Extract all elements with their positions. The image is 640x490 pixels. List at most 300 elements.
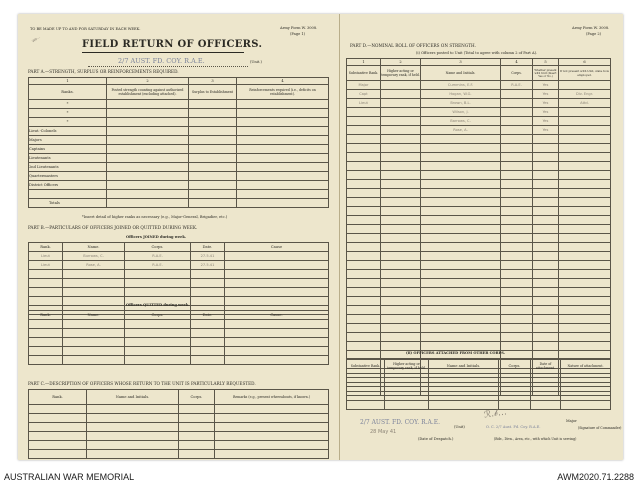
table-cell [559, 279, 611, 288]
roll-head: Higher acting or temporary rank, if held. [381, 66, 421, 81]
table-cell [189, 199, 237, 208]
table-cell [501, 261, 533, 270]
nominal-roll-table [346, 58, 611, 396]
table-cell [125, 356, 191, 365]
joined-heading: Officers JOINED during week. [126, 235, 187, 239]
table-cell [347, 225, 381, 234]
form-sheet [18, 14, 623, 460]
table-cell [501, 252, 533, 261]
table-cell [189, 109, 237, 118]
table-cell [385, 383, 429, 392]
rank-cell: * [29, 100, 107, 109]
roll-corps [501, 90, 533, 99]
roll-corps [501, 117, 533, 126]
table-cell [29, 356, 63, 365]
table-cell [107, 172, 189, 181]
commander-signature: ℛ.𝒷… [483, 407, 508, 421]
rank-cell: Lieut.-Colonels [29, 127, 107, 136]
roll-name: Rose, A. [421, 126, 501, 135]
table-cell [381, 198, 421, 207]
attached-head: Corps. [499, 359, 531, 374]
roll-rank: Capt [347, 90, 381, 99]
table-cell [347, 135, 381, 144]
table-cell [189, 181, 237, 190]
table-cell [421, 153, 501, 162]
table-cell [421, 144, 501, 153]
table-cell [191, 356, 225, 365]
part-a-footnote: *Insert detail of higher ranks as necessary (e.g., Major-General, Brigadier, etc.) [82, 215, 228, 219]
attached-head: Nature of attachment. [561, 359, 611, 374]
table-cell [237, 190, 329, 199]
table-cell [501, 216, 533, 225]
table-cell [29, 405, 87, 414]
table-cell [385, 392, 429, 401]
table-cell [189, 163, 237, 172]
table-cell [381, 297, 421, 306]
table-cell [421, 189, 501, 198]
part-a-head-posted: Posted strength counting against authorized establishment (excluding attached). [107, 85, 189, 100]
rank-cell: * [29, 109, 107, 118]
roll-acting [381, 90, 421, 99]
page-number: (Page 1) [290, 32, 306, 36]
table-cell [533, 324, 559, 333]
table-cell [107, 154, 189, 163]
roll-present: Yes [533, 108, 559, 117]
table-cell [87, 414, 179, 423]
unit-line [88, 66, 248, 67]
table-cell [421, 225, 501, 234]
table-cell [63, 329, 125, 338]
roll-corps [501, 126, 533, 135]
table-cell [533, 207, 559, 216]
table-cell [559, 333, 611, 342]
joined-rank: Lieut [29, 252, 63, 261]
table-cell [63, 320, 125, 329]
table-cell [179, 432, 215, 441]
table-cell [29, 270, 63, 279]
table-cell [429, 374, 499, 383]
table-cell [499, 383, 531, 392]
roll-employed [559, 81, 611, 90]
table-cell [421, 180, 501, 189]
table-cell [381, 225, 421, 234]
table-cell [107, 127, 189, 136]
army-form-label: Army Form W. 3008. [280, 26, 318, 30]
table-cell [189, 127, 237, 136]
table-cell [179, 450, 215, 459]
signature-appointment: O. C. 2/7 Aust. Fd. Coy. R.A.E. [486, 425, 541, 429]
table-cell [107, 100, 189, 109]
table-cell [533, 342, 559, 351]
roll-present: Yes [533, 117, 559, 126]
table-cell [107, 145, 189, 154]
table-cell [347, 207, 381, 216]
table-cell [533, 270, 559, 279]
title-underline [82, 52, 244, 53]
page-fold [339, 14, 340, 460]
table-cell [381, 135, 421, 144]
table-cell [237, 100, 329, 109]
table-cell [381, 207, 421, 216]
col-head: Remarks (e.g., present whereabouts, if known.) [215, 390, 329, 405]
table-cell [501, 225, 533, 234]
table-cell [561, 401, 611, 410]
table-cell [191, 329, 225, 338]
col-head: Name. [63, 243, 125, 252]
attached-heading: (ii) OFFICERS ATTACHED FROM OTHER CORPS. [406, 351, 505, 355]
attached-head: Date of attachment. [531, 359, 561, 374]
table-cell [559, 297, 611, 306]
table-cell [559, 243, 611, 252]
table-cell [191, 279, 225, 288]
part-a-col-num: 1 [29, 78, 107, 85]
table-cell [191, 297, 225, 306]
roll-col-num: 6 [559, 59, 611, 66]
table-cell [29, 320, 63, 329]
table-cell [559, 225, 611, 234]
col-head: Cause [225, 243, 329, 252]
joined-cause [225, 252, 329, 261]
table-cell [501, 180, 533, 189]
table-cell [237, 136, 329, 145]
part-b-title: PART B.—PARTICULARS OF OFFICERS JOINED OR QUITTED DURING WEEK. [28, 225, 198, 230]
table-cell [215, 423, 329, 432]
col-head: Rank. [29, 390, 87, 405]
table-cell [501, 207, 533, 216]
table-cell [429, 401, 499, 410]
table-cell [63, 288, 125, 297]
part-a-col-num: 4 [237, 78, 329, 85]
roll-rank [347, 126, 381, 135]
table-cell [381, 342, 421, 351]
col-head: Date. [191, 311, 225, 320]
roll-name: Cummins, E.F. [421, 81, 501, 90]
table-cell [347, 171, 381, 180]
roll-present: Yes [533, 81, 559, 90]
table-cell [533, 252, 559, 261]
table-cell [421, 279, 501, 288]
roll-corps [501, 108, 533, 117]
table-cell [125, 288, 191, 297]
signature-caption: (Signature of Commander) [578, 426, 622, 430]
table-cell [421, 288, 501, 297]
table-cell [237, 181, 329, 190]
table-cell [347, 306, 381, 315]
roll-name: Barrows, C. [421, 117, 501, 126]
col-head: Corps. [125, 243, 191, 252]
part-c-table [28, 389, 329, 459]
table-cell [381, 180, 421, 189]
table-cell [381, 234, 421, 243]
table-cell [561, 392, 611, 401]
table-cell [421, 315, 501, 324]
table-cell [225, 279, 329, 288]
table-cell [347, 243, 381, 252]
table-cell [533, 135, 559, 144]
rank-cell: Majors [29, 136, 107, 145]
table-cell [501, 189, 533, 198]
roll-name: Brown, B.L. [421, 99, 501, 108]
joined-rank: Lieut [29, 261, 63, 270]
table-cell [381, 279, 421, 288]
table-cell [421, 306, 501, 315]
rank-cell: District Officers [29, 181, 107, 190]
table-cell [501, 324, 533, 333]
part-a-head-surplus: Surplus to Establishment [189, 85, 237, 100]
table-cell [125, 270, 191, 279]
roll-employed: Attd. [559, 99, 611, 108]
joined-date: 27.5.41 [191, 261, 225, 270]
table-cell [421, 135, 501, 144]
part-a-table [28, 77, 329, 208]
table-cell [347, 252, 381, 261]
table-cell [29, 347, 63, 356]
table-cell [533, 189, 559, 198]
table-cell [179, 423, 215, 432]
col-head: Rank. [29, 311, 63, 320]
table-cell [191, 288, 225, 297]
table-cell [347, 189, 381, 198]
roll-acting [381, 108, 421, 117]
table-cell [125, 320, 191, 329]
table-cell [501, 306, 533, 315]
table-cell [347, 261, 381, 270]
signature-rank: Major [566, 419, 577, 423]
roll-present: Yes [533, 126, 559, 135]
table-cell [237, 145, 329, 154]
table-cell [347, 315, 381, 324]
roll-rank [347, 117, 381, 126]
part-d-subheading: (i) Officers posted to Unit (Total to agree with column 2 of Part A). [416, 51, 538, 55]
table-cell [107, 109, 189, 118]
table-cell [501, 243, 533, 252]
table-cell [421, 216, 501, 225]
roll-corps: R.A.E. [501, 81, 533, 90]
table-cell [225, 338, 329, 347]
table-cell [215, 432, 329, 441]
table-cell [533, 216, 559, 225]
table-cell [421, 207, 501, 216]
table-cell [561, 383, 611, 392]
table-cell [421, 252, 501, 261]
table-cell [215, 450, 329, 459]
table-cell [501, 333, 533, 342]
roll-name: Wilson, J. [421, 108, 501, 117]
unit-stamp: 2/7 AUST. FD. COY. R.A.E. [118, 57, 205, 65]
table-cell [501, 279, 533, 288]
roll-col-num: 4 [501, 59, 533, 66]
table-cell [533, 171, 559, 180]
table-cell [191, 347, 225, 356]
army-form-label-right: Army Form W. 3008. [572, 26, 610, 30]
rank-cell: Captains [29, 145, 107, 154]
table-cell [533, 234, 559, 243]
col-head: Date. [191, 243, 225, 252]
table-cell [29, 414, 87, 423]
table-cell [125, 338, 191, 347]
part-a-title: PART A.—STRENGTH, SURPLUS OR REINFORCEMENTS REQUIRED. [28, 69, 179, 74]
table-cell [225, 270, 329, 279]
table-cell [179, 441, 215, 450]
part-c-title: PART C.—DESCRIPTION OF OFFICERS WHOSE RETURN TO THE UNIT IS PARTICULARLY REQUESTED. [28, 381, 256, 386]
joined-name: Burrows, C. [63, 252, 125, 261]
table-cell [347, 401, 385, 410]
roll-col-num: 5 [533, 59, 559, 66]
table-cell [501, 153, 533, 162]
table-cell [63, 356, 125, 365]
attached-head: Substantive Rank. [347, 359, 385, 374]
table-cell [347, 392, 385, 401]
table-cell [533, 315, 559, 324]
table-cell [125, 329, 191, 338]
table-cell [107, 163, 189, 172]
table-cell [189, 136, 237, 145]
unit-caption: (Unit) [454, 425, 465, 429]
table-cell [501, 171, 533, 180]
table-cell [29, 450, 87, 459]
table-cell [107, 118, 189, 127]
table-cell [225, 297, 329, 306]
table-cell [225, 320, 329, 329]
table-cell [63, 297, 125, 306]
footer-accession: AWM2020.71.2288 [557, 472, 634, 482]
page-number-right: (Page 2) [586, 32, 602, 36]
table-cell [347, 144, 381, 153]
table-cell [237, 109, 329, 118]
roll-rank [347, 108, 381, 117]
table-cell [533, 198, 559, 207]
table-cell [191, 320, 225, 329]
table-cell [499, 392, 531, 401]
table-cell [347, 198, 381, 207]
table-cell [107, 199, 189, 208]
roll-employed [559, 126, 611, 135]
roll-col-num: 1 [347, 59, 381, 66]
table-cell [125, 347, 191, 356]
table-cell [215, 405, 329, 414]
table-cell [381, 252, 421, 261]
table-cell [533, 243, 559, 252]
table-cell [421, 234, 501, 243]
roll-employed [559, 117, 611, 126]
table-cell [347, 324, 381, 333]
roll-head: Name and Initials. [421, 66, 501, 81]
part-a-head-ranks: Ranks. [29, 85, 107, 100]
table-cell [237, 127, 329, 136]
table-cell [63, 270, 125, 279]
table-cell [347, 270, 381, 279]
joined-corps: R.A.E. [125, 252, 191, 261]
col-head: Corps. [125, 311, 191, 320]
table-cell [381, 189, 421, 198]
table-cell [29, 432, 87, 441]
table-cell [381, 315, 421, 324]
table-cell [559, 171, 611, 180]
table-cell [381, 261, 421, 270]
table-cell [559, 135, 611, 144]
roll-col-num: 2 [381, 59, 421, 66]
table-cell [501, 297, 533, 306]
roll-col-num: 3 [421, 59, 501, 66]
table-cell [533, 261, 559, 270]
table-cell [421, 171, 501, 180]
roll-acting [381, 81, 421, 90]
top-note: TO BE MADE UP TO AND FOR SATURDAY IN EACH WEEK. [30, 27, 141, 31]
table-cell [533, 306, 559, 315]
table-cell [29, 297, 63, 306]
table-cell [29, 441, 87, 450]
table-cell [237, 118, 329, 127]
table-cell [531, 383, 561, 392]
table-cell [125, 279, 191, 288]
table-cell [531, 374, 561, 383]
table-cell [421, 243, 501, 252]
table-cell [347, 162, 381, 171]
table-cell [559, 261, 611, 270]
roll-acting [381, 99, 421, 108]
table-cell [421, 261, 501, 270]
table-cell [189, 154, 237, 163]
table-cell [531, 401, 561, 410]
form-title: FIELD RETURN OF OFFICERS. [82, 39, 263, 50]
table-cell [501, 270, 533, 279]
table-cell [501, 342, 533, 351]
col-head: Rank. [29, 243, 63, 252]
table-cell [559, 315, 611, 324]
table-cell [381, 306, 421, 315]
roll-present: Yes [533, 99, 559, 108]
table-cell [179, 414, 215, 423]
table-cell [501, 162, 533, 171]
table-cell [87, 432, 179, 441]
table-cell [237, 172, 329, 181]
table-cell [225, 356, 329, 365]
table-cell [501, 288, 533, 297]
table-cell [191, 338, 225, 347]
table-cell [559, 153, 611, 162]
part-a-col-num: 3 [189, 78, 237, 85]
table-cell [189, 118, 237, 127]
table-cell [347, 342, 381, 351]
table-cell [559, 198, 611, 207]
table-cell [237, 163, 329, 172]
table-cell [533, 162, 559, 171]
attached-table [346, 358, 611, 410]
table-cell [559, 288, 611, 297]
roll-rank: Lieut [347, 99, 381, 108]
totals-label: Totals [29, 199, 107, 208]
table-cell [237, 199, 329, 208]
table-cell [225, 347, 329, 356]
table-cell [225, 329, 329, 338]
table-cell [347, 180, 381, 189]
table-cell [501, 234, 533, 243]
table-cell [381, 171, 421, 180]
table-cell [87, 441, 179, 450]
roll-name: Hogan, W.G. [421, 90, 501, 99]
table-cell [381, 270, 421, 279]
joined-date: 27.5.41 [191, 252, 225, 261]
table-cell [107, 181, 189, 190]
table-cell [87, 405, 179, 414]
table-cell [87, 450, 179, 459]
table-cell [421, 324, 501, 333]
table-cell [533, 180, 559, 189]
roll-employed: Div. Engr. [559, 90, 611, 99]
table-cell [29, 338, 63, 347]
table-cell [561, 374, 611, 383]
rank-cell: Lieutenants [29, 154, 107, 163]
